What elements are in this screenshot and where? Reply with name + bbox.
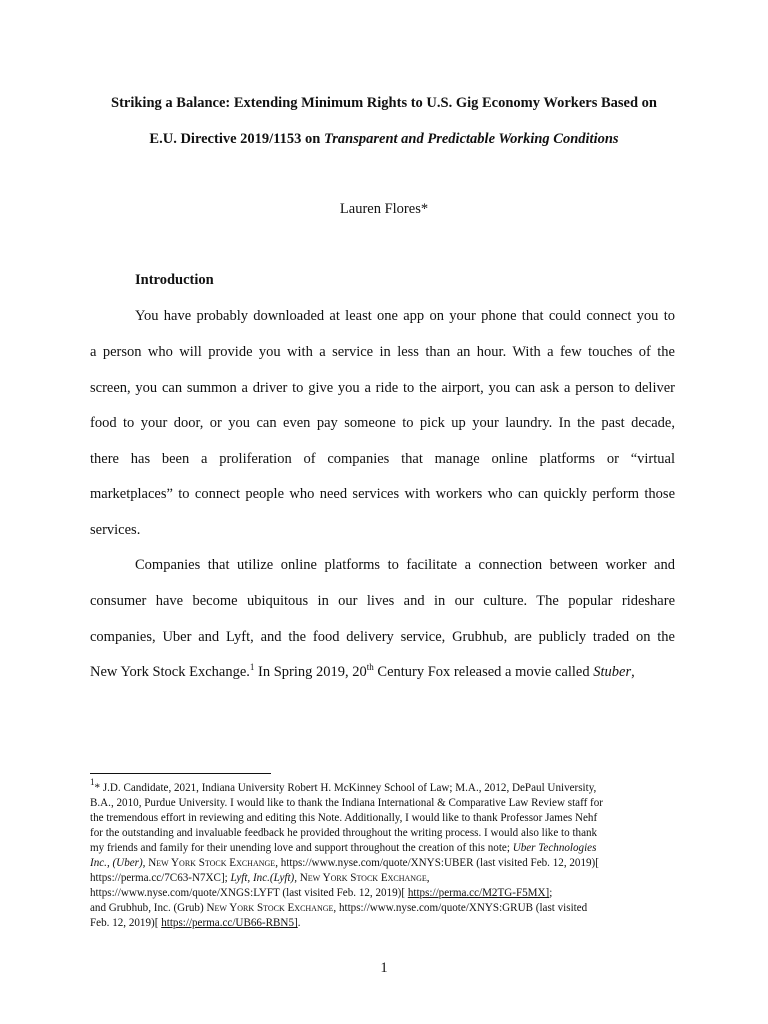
footnote-reference[interactable]: 1 <box>249 662 255 672</box>
title-line-2 <box>60 131 708 148</box>
body-line: companies, Uber and Lyft, and the food delivery service, Grubhub, are publicly traded on the <box>90 629 675 645</box>
page-number: 1 <box>380 960 388 976</box>
body-text: In Spring 2019, 20 <box>254 664 367 680</box>
title-line-2-text: E.U. Directive 2019/1153 on <box>149 131 324 147</box>
footnote-source: New York Stock Exchange <box>145 857 276 869</box>
footnote-case-name: Uber Technologies <box>512 842 597 854</box>
footnote-text: , https://www.nyse.com/quote/XNYS:UBER (last visited Feb. 12, 2019)[ <box>275 857 599 869</box>
body-line: marketplaces” to connect people who need services with workers who can quickly perform those <box>90 486 675 502</box>
footnote-line <box>90 887 552 899</box>
footnote-text: , <box>426 872 430 884</box>
author-name: Lauren Flores* <box>339 201 429 217</box>
body-line: food to your door, or you can even pay someone to pick up your laundry. In the past decade, <box>90 415 675 431</box>
footnote-line: for the outstanding and invaluable feedback he provided throughout the writing process. I would also like to thank <box>90 827 598 839</box>
footnote-text: Feb. 12, 2019)[ <box>90 917 162 929</box>
footnote-text: ; <box>549 887 553 899</box>
footnote-line <box>90 777 597 794</box>
footnote-marker: 1 <box>90 777 95 787</box>
footnote-line <box>90 917 300 929</box>
body-line: consumer have become ubiquitous in our lives and in our culture. The popular rideshare <box>90 593 675 609</box>
body-line: there has been a proliferation of companies that manage online platforms or “virtual <box>90 451 675 467</box>
footnote-text: https://perma.cc/7C63-N7XC]; <box>90 872 231 884</box>
footnote-case-name: Lyft, Inc.(Lyft), <box>230 872 298 884</box>
footnote-divider <box>90 773 271 774</box>
title-line-2-italic: Transparent and Predictable Working Conditions <box>323 131 619 147</box>
movie-title: Stuber <box>593 664 632 680</box>
body-line: a person who will provide you with a service in less than an hour. With a few touches of the <box>90 344 675 360</box>
perma-link[interactable]: https://perma.cc/M2TG-F5MX] <box>407 887 550 899</box>
body-line: Companies that utilize online platforms to facilitate a connection between worker and <box>135 557 675 573</box>
footnote-text: my friends and family for their unending love and support throughout the creation of this note; <box>90 842 513 854</box>
footnote-text: and Grubhub, Inc. (Grub) <box>90 902 207 914</box>
title-line-1: Striking a Balance: Extending Minimum Rights to U.S. Gig Economy Workers Based on <box>111 95 657 111</box>
body-line: screen, you can summon a driver to give you a ride to the airport, you can ask a person to deliver <box>90 380 675 396</box>
footnote-line <box>90 872 430 884</box>
footnote-line <box>90 857 599 869</box>
footnote-line <box>90 842 596 854</box>
body-line: services. <box>90 522 141 538</box>
footnote-text: . <box>297 917 301 929</box>
body-line: You have probably downloaded at least one app on your phone that could connect you to <box>135 308 675 324</box>
body-text: Century Fox released a movie called <box>373 664 594 680</box>
body-line <box>90 664 635 681</box>
footnote-source: New York Stock Exchange <box>297 872 427 884</box>
body-text: New York Stock Exchange. <box>90 664 250 680</box>
section-heading: Introduction <box>135 272 214 288</box>
perma-link[interactable]: https://perma.cc/UB66-RBN5] <box>161 917 298 929</box>
body-text: , <box>631 664 635 680</box>
footnote-text: https://www.nyse.com/quote/XNGS:LYFT (last visited Feb. 12, 2019)[ <box>90 887 408 899</box>
footnote-text: , https://www.nyse.com/quote/XNYS:GRUB (last visited <box>333 902 588 914</box>
footnote-line: the tremendous effort in reviewing and editing this Note. Additionally, I would like to thank Professor James Nehf <box>90 812 598 824</box>
footnote-source: New York Stock Exchange <box>206 902 334 914</box>
footnote-line: B.A., 2010, Purdue University. I would like to thank the Indiana International & Comparative Law Review staff for <box>90 797 603 809</box>
footnote-text: * J.D. Candidate, 2021, Indiana University Robert H. McKinney School of Law; M.A., 2012, DePaul University, <box>94 782 597 794</box>
footnote-line <box>90 902 587 914</box>
ordinal-suffix: th <box>366 662 374 672</box>
footnote-case-name: Inc., (Uber), <box>90 857 146 869</box>
